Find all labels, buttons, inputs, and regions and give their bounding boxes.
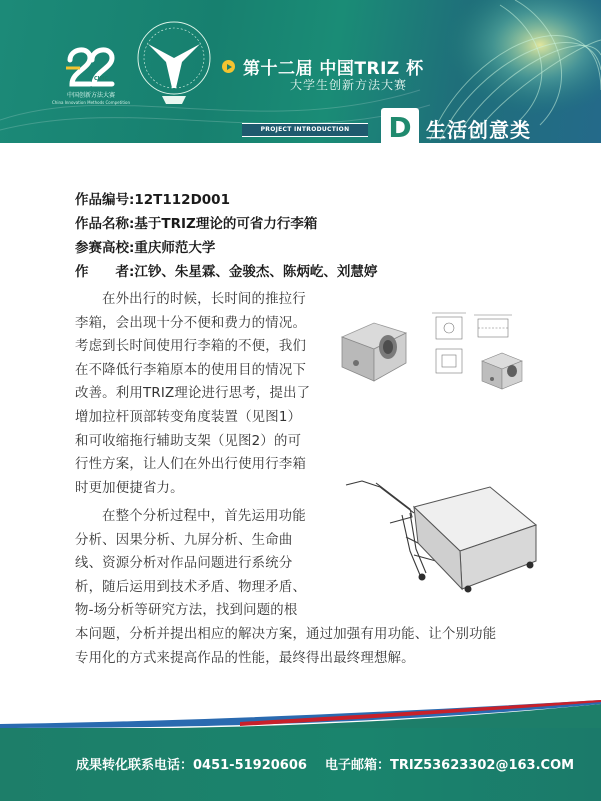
hinge-3d-render <box>342 323 406 381</box>
p1-line: 在不降低行李箱原本的使用目的情况下 <box>75 362 307 378</box>
footer-bar <box>0 728 601 801</box>
figure-2-suitcase-support <box>340 465 540 595</box>
figure-1-hinge-device <box>338 305 534 405</box>
cimc-logo <box>60 42 120 94</box>
contact-phone: 成果转化联系电话：0451-51920606 <box>76 758 307 773</box>
p1-line: 增加拉杆顶部转变角度装置（见图1） <box>75 409 302 425</box>
p3-line: 专用化的方式来提高作品的性能，最终得出最终理想解。 <box>75 650 415 666</box>
contact-info <box>76 754 574 773</box>
project-info <box>75 188 377 284</box>
category-letter-badge: D <box>381 108 419 148</box>
category-name: 生活创意类 <box>426 118 531 142</box>
paragraph-3 <box>75 623 545 670</box>
play-icon <box>222 60 235 73</box>
logo-subtitle: China Innovation Methods Competition <box>52 100 130 105</box>
project-authors: 作 者:江钞、朱星霖、金骏杰、陈炳屹、刘慧婷 <box>75 264 378 280</box>
paragraph-1 <box>75 288 333 500</box>
p1-line: 和可收缩拖行辅助支架（见图2）的可 <box>75 433 302 449</box>
p1-line: 在外出行的时候，长时间的推拉行 <box>102 292 306 307</box>
competition-emblem-icon <box>132 18 216 108</box>
contact-email[interactable]: 电子邮箱：TRIZ53623302@163.COM <box>324 758 575 773</box>
p2-line: 线、资源分析对作品问题进行系统分 <box>75 556 293 572</box>
logo-title: 中国创新方法大赛 <box>66 92 115 99</box>
p2-line: 在整个分析过程中，首先运用功能 <box>102 509 306 524</box>
p1-line: 李箱，会出现十分不便和费力的情况。 <box>75 315 307 331</box>
p3-line: 本问题，分析并提出相应的解决方案，通过加强有用功能、让个别功能 <box>75 627 497 642</box>
paragraph-2 <box>75 505 333 623</box>
p2-line: 析，随后运用到技术矛盾、物理矛盾、 <box>75 579 307 595</box>
header-banner <box>0 0 601 150</box>
project-name: 作品名称:基于TRIZ理论的可省力行李箱 <box>75 216 318 232</box>
project-number: 作品编号:12T112D001 <box>75 192 230 208</box>
title-subtitle: 大学生创新方法大赛 <box>290 78 408 92</box>
p1-line: 改善。利用TRIZ理论进行思考，提出了 <box>75 386 311 402</box>
p2-line: 分析、因果分析、九屏分析、生命曲 <box>75 532 293 548</box>
cimc-logo-mark: CIMC <box>94 76 109 82</box>
p2-line: 物-场分析等研究方法，找到问题的根 <box>75 603 298 619</box>
p1-line: 行性方案，让人们在外出行使用行李箱 <box>75 457 307 473</box>
title-main: 第十二届 中国TRIZ 杯 <box>243 59 424 79</box>
project-introduction-label: PROJECT INTRODUCTION <box>242 123 368 137</box>
p1-line: 时更加便捷省力。 <box>75 480 184 496</box>
project-school: 参赛高校:重庆师范大学 <box>75 240 216 256</box>
banner-bottom-edge <box>0 143 601 150</box>
hinge-small-render <box>482 353 522 389</box>
p1-line: 考虑到长时间使用行李箱的不便，我们 <box>75 339 307 355</box>
footer-decorative-stripes <box>0 700 601 730</box>
